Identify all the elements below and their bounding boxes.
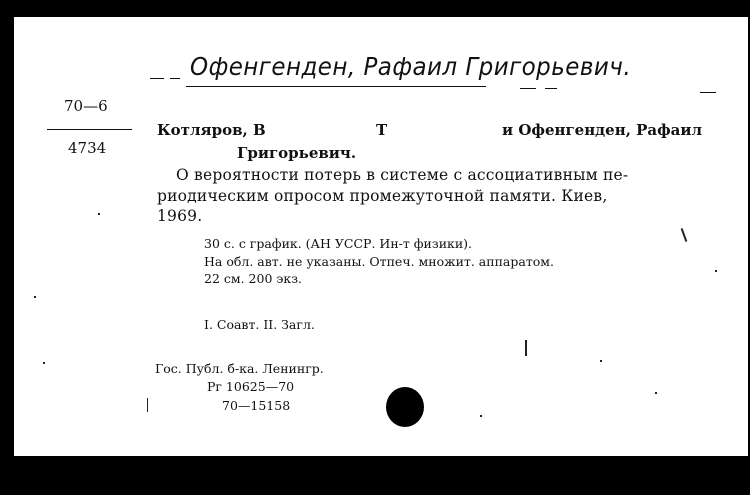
scan-speck xyxy=(98,213,100,215)
scan-border xyxy=(0,456,750,495)
handwriting-dash-right xyxy=(520,88,536,89)
library-number: 70—15158 xyxy=(222,398,291,413)
heading-author2: и Офенгенден, Рафаил xyxy=(502,121,703,139)
call-number-top: 70—6 xyxy=(64,97,108,115)
scan-speck xyxy=(147,398,148,412)
ink-blot xyxy=(386,387,424,427)
library-accession: Рг 10625—70 xyxy=(207,379,295,394)
heading-author2-cont: Григорьевич. xyxy=(237,144,357,162)
detail-line-2: На обл. авт. не указаны. Отпеч. множит. аппаратом. xyxy=(204,254,554,269)
heading-author1: Котляров, В xyxy=(157,121,266,139)
scan-speck xyxy=(43,362,45,364)
detail-line-1: 30 с. с график. (АН УССР. Ин-т физики). xyxy=(204,236,473,251)
scan-speck xyxy=(525,340,527,356)
scan-speck xyxy=(715,270,717,272)
tracings: I. Соавт. II. Загл. xyxy=(204,317,315,332)
handwriting-dash-left xyxy=(150,78,164,79)
call-number-bottom: 4734 xyxy=(68,139,107,157)
scan-speck xyxy=(600,360,602,362)
handwriting-dash-right2 xyxy=(545,88,557,89)
scan-speck xyxy=(655,392,657,394)
title-line-1: О вероятности потерь в системе с ассоциативным пе- xyxy=(176,166,629,184)
handwriting-dash-right3 xyxy=(700,92,716,93)
title-line-2: риодическим опросом промежуточной памяти. Киев, xyxy=(157,187,608,205)
library-name: Гос. Публ. б-ка. Ленингр. xyxy=(155,361,324,376)
call-number-rule xyxy=(47,129,132,130)
handwriting-dash-left2 xyxy=(170,78,180,79)
scan-speck xyxy=(34,296,36,298)
title-line-3: 1969. xyxy=(157,207,203,225)
scan-speck xyxy=(480,415,482,417)
handwriting-underline xyxy=(186,86,486,87)
heading-initial: Т xyxy=(376,121,388,139)
detail-line-3: 22 см. 200 экз. xyxy=(204,271,302,286)
handwritten-name: Офенгенден, Рафаил Григорьевич. xyxy=(190,52,632,81)
